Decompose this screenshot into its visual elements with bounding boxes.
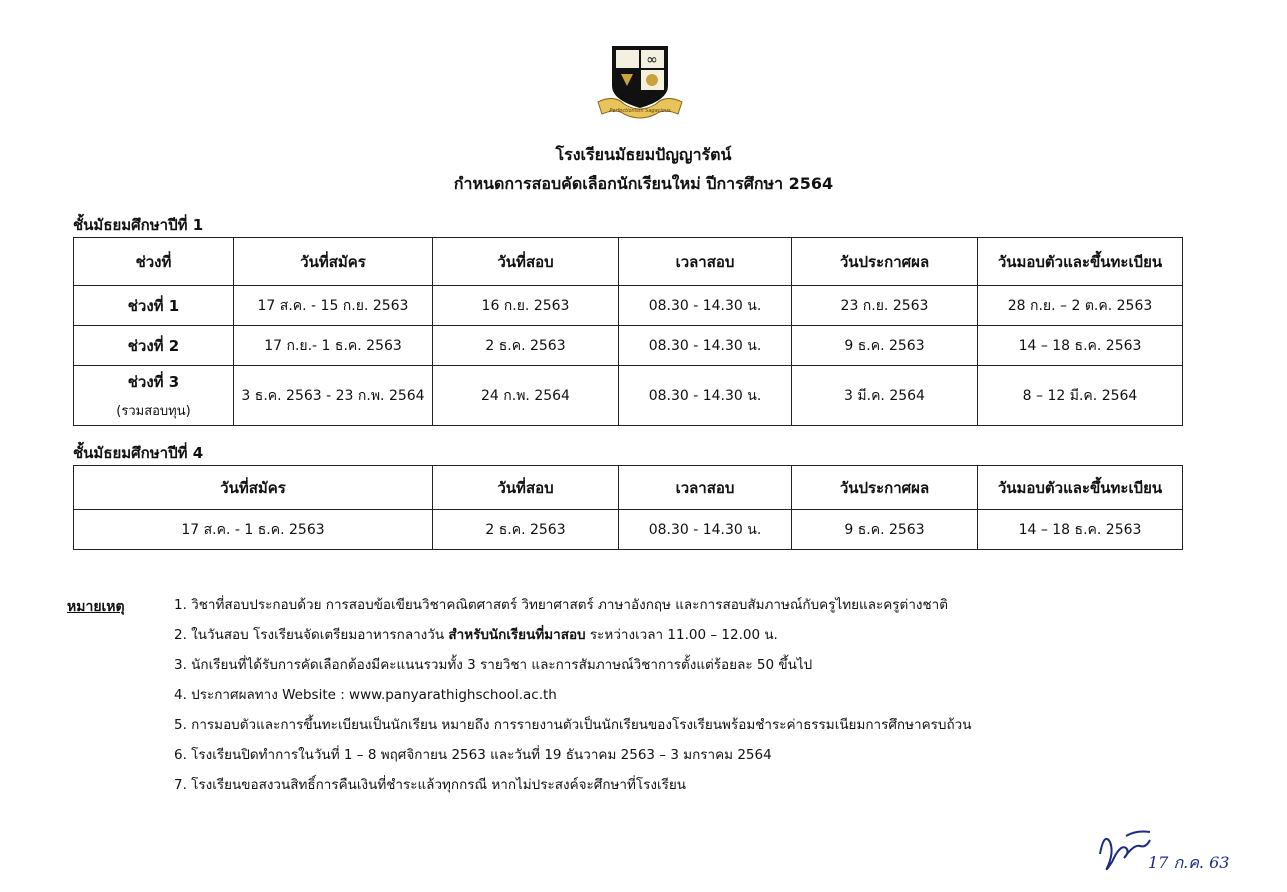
note-text: 5. การมอบตัวและการขึ้นทะเบียนเป็นนักเรียน หมายถึง การรายงานตัวเป็นนักเรียนของโรงเรียนพร้อมชำระค่าธรรมเนียมการศึกษาครบถ้วน <box>174 717 972 733</box>
exam-date-cell: 16 ก.ย. 2563 <box>433 286 619 326</box>
note-text: 3. นักเรียนที่ได้รับการคัดเลือกต้องมีคะแนนรวมทั้ง 3 รายวิชา และการสัมภาษณ์วิชาการตั้งแต่ร้อยละ 50 ขึ้นไป <box>174 657 813 673</box>
period-cell: ช่วงที่ 1 <box>74 286 234 326</box>
svg-text:∞: ∞ <box>646 52 658 68</box>
note-text: ระหว่างเวลา 11.00 – 12.00 น. <box>585 627 778 643</box>
header-cell: ช่วงที่ <box>74 238 234 286</box>
list-item <box>174 656 971 686</box>
period-note: (รวมสอบทุน) <box>116 404 191 419</box>
list-item <box>174 776 971 806</box>
note-bold-text: สำหรับนักเรียนที่มาสอบ <box>448 627 586 643</box>
notes-list <box>174 596 971 806</box>
list-item <box>174 716 971 746</box>
apply-date-cell: 3 ธ.ค. 2563 - 23 ก.พ. 2564 <box>234 366 433 426</box>
period-label: ช่วงที่ 3 <box>127 373 180 391</box>
announce-date-cell: 9 ธ.ค. 2563 <box>792 510 978 550</box>
apply-date-cell: 17 ส.ค. - 1 ธ.ค. 2563 <box>74 510 433 550</box>
register-date-cell: 14 – 18 ธ.ค. 2563 <box>978 326 1183 366</box>
period-cell <box>74 366 234 426</box>
logo-motto: Perfectionism Sagacious <box>609 108 671 114</box>
exam-date-cell: 2 ธ.ค. 2563 <box>433 326 619 366</box>
exam-time-cell: 08.30 - 14.30 น. <box>619 510 792 550</box>
table-row <box>74 510 1183 550</box>
page-subtitle: กำหนดการสอบคัดเลือกนักเรียนใหม่ ปีการศึกษา 2564 <box>453 174 834 193</box>
apply-date-cell: 17 ส.ค. - 15 ก.ย. 2563 <box>234 286 433 326</box>
exam-date-cell: 24 ก.พ. 2564 <box>433 366 619 426</box>
exam-time-cell: 08.30 - 14.30 น. <box>619 286 792 326</box>
header-cell: วันมอบตัวและขึ้นทะเบียน <box>978 238 1183 286</box>
announce-date-cell: 23 ก.ย. 2563 <box>792 286 978 326</box>
list-item <box>174 596 971 626</box>
header-cell: วันที่สมัคร <box>74 466 433 510</box>
signature-date: 17 ก.ค. 63 <box>1148 853 1230 872</box>
header-cell: วันมอบตัวและขึ้นทะเบียน <box>978 466 1183 510</box>
school-name: โรงเรียนมัธยมปัญญารัตน์ <box>555 145 732 164</box>
announce-date-cell: 9 ธ.ค. 2563 <box>792 326 978 366</box>
list-item <box>174 626 971 656</box>
header-cell: วันที่สมัคร <box>234 238 433 286</box>
register-date-cell: 14 – 18 ธ.ค. 2563 <box>978 510 1183 550</box>
header-cell: วันประกาศผล <box>792 238 978 286</box>
table-row <box>74 286 1183 326</box>
table-header-row <box>74 238 1183 286</box>
note-text: 4. ประกาศผลทาง Website : www.panyarathighschool.ac.th <box>174 687 557 703</box>
header-cell: วันประกาศผล <box>792 466 978 510</box>
table-header-row <box>74 466 1183 510</box>
note-text: 2. ในวันสอบ โรงเรียนจัดเตรียมอาหารกลางวัน <box>174 627 449 643</box>
table-row <box>74 326 1183 366</box>
header-cell: เวลาสอบ <box>619 466 792 510</box>
list-item <box>174 686 971 716</box>
handwritten-signature-icon <box>1090 822 1230 882</box>
grade4-label: ชั้นมัธยมศึกษาปีที่ 4 <box>73 444 204 462</box>
header-cell: เวลาสอบ <box>619 238 792 286</box>
exam-date-cell: 2 ธ.ค. 2563 <box>433 510 619 550</box>
exam-time-cell: 08.30 - 14.30 น. <box>619 326 792 366</box>
school-crest-icon <box>594 42 686 120</box>
apply-date-cell: 17 ก.ย.- 1 ธ.ค. 2563 <box>234 326 433 366</box>
grade4-schedule-table <box>73 465 1183 550</box>
period-cell: ช่วงที่ 2 <box>74 326 234 366</box>
note-text: 7. โรงเรียนขอสงวนสิทธิ์การคืนเงินที่ชำระแล้วทุกกรณี หากไม่ประสงค์จะศึกษาที่โรงเรียน <box>174 777 686 793</box>
header-cell: วันที่สอบ <box>433 466 619 510</box>
register-date-cell: 28 ก.ย. – 2 ต.ค. 2563 <box>978 286 1183 326</box>
exam-time-cell: 08.30 - 14.30 น. <box>619 366 792 426</box>
grade1-schedule-table <box>73 237 1183 426</box>
table-row <box>74 366 1183 426</box>
announce-date-cell: 3 มี.ค. 2564 <box>792 366 978 426</box>
register-date-cell: 8 – 12 มี.ค. 2564 <box>978 366 1183 426</box>
list-item <box>174 746 971 776</box>
note-text: 1. วิชาที่สอบประกอบด้วย การสอบข้อเขียนวิชาคณิตศาสตร์ วิทยาศาสตร์ ภาษาอังกฤษ และการสอบสัมภาษณ์กับครูไทยและครูต่างชาติ <box>174 597 949 613</box>
header-cell: วันที่สอบ <box>433 238 619 286</box>
grade1-label: ชั้นมัธยมศึกษาปีที่ 1 <box>73 216 204 234</box>
note-text: 6. โรงเรียนปิดทำการในวันที่ 1 – 8 พฤศจิกายน 2563 และวันที่ 19 ธันวาคม 2563 – 3 มกราคม 2564 <box>174 747 772 763</box>
notes-label: หมายเหตุ <box>67 599 125 615</box>
